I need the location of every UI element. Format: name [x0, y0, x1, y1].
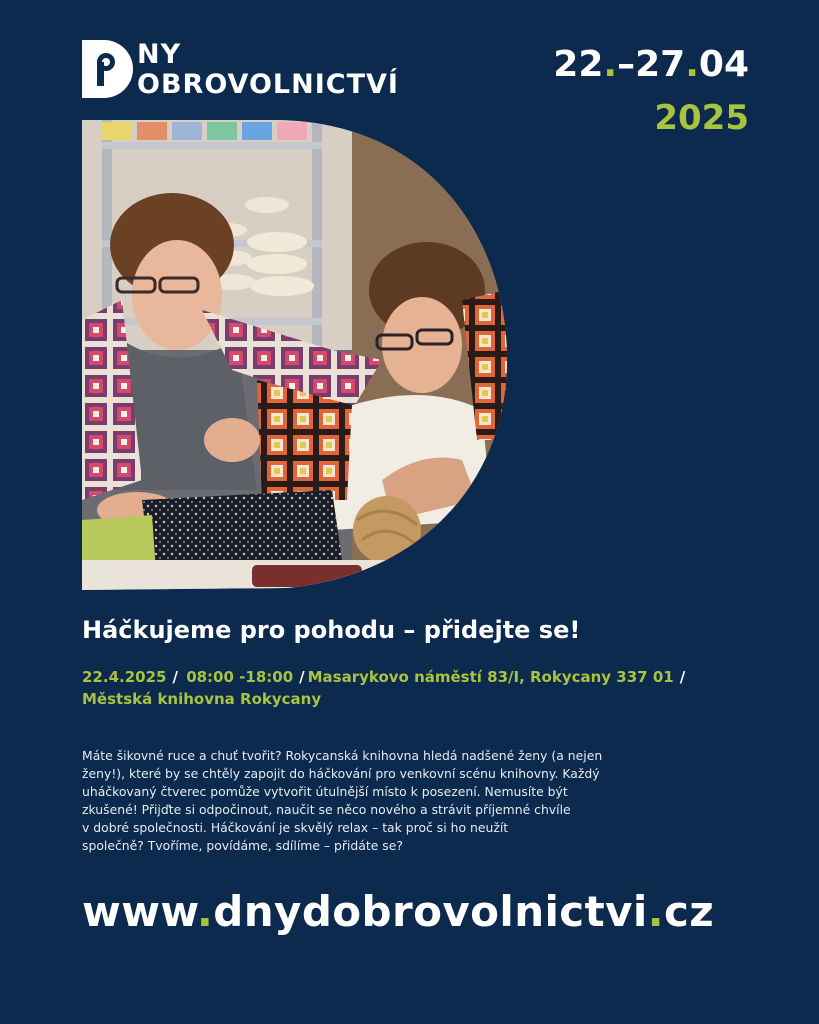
description-line: v dobré společnosti. Háčkování je skvělý relax – tak proč si ho neužít — [82, 820, 509, 835]
logo-text-obrovolnictvi: OBROVOLNICTVÍ — [137, 69, 399, 100]
meta-separator: / — [679, 668, 686, 686]
date-dot: . — [685, 44, 699, 85]
activity-venue: Městská knihovna Rokycany — [82, 690, 322, 708]
logo-d-mark-icon — [82, 40, 134, 98]
meta-separator: / — [299, 668, 305, 686]
activity-description — [82, 747, 748, 855]
url-prefix: www — [82, 887, 197, 936]
url-tld: cz — [664, 887, 715, 936]
logo-text-ny: NY — [137, 39, 182, 70]
description-line: zkušené! Přijďte si odpočinout, naučit se něco nového a strávit příjemné chvíle — [82, 802, 571, 817]
date-start-day: 22 — [553, 44, 604, 85]
activity-address: Masarykovo náměstí 83/I, Rokycany 337 01 — [307, 668, 674, 686]
activity-meta — [82, 666, 742, 710]
date-end-month: 04 — [698, 44, 749, 85]
date-end-day: 27 — [635, 44, 686, 85]
crochet-photo — [82, 120, 507, 590]
activity-date: 22.4.2025 — [82, 668, 167, 686]
description-line: ženy!), které by se chtěly zapojit do háčkování pro venkovní scénu knihovny. Každý — [82, 766, 600, 781]
website-url[interactable] — [82, 884, 714, 940]
description-line: Máte šikovné ruce a chuť tvořit? Rokycanská knihovna hledá nadšené ženy (a nejen — [82, 748, 603, 763]
description-line: uháčkovaný čtverec pomůže vytvořit útulnější místo k posezení. Nemusíte být — [82, 784, 568, 799]
description-line: společně? Tvoříme, povídáme, sdílíme – přidáte se? — [82, 838, 403, 853]
event-dates — [553, 44, 749, 86]
event-year: 2025 — [654, 98, 749, 138]
url-domain: dnydobrovolnictvi — [213, 887, 648, 936]
date-dot: . — [603, 44, 618, 85]
activity-title: Háčkujeme pro pohodu – přidejte se! — [82, 616, 581, 644]
url-dot: . — [196, 887, 214, 936]
url-dot: . — [647, 887, 665, 936]
event-logo — [82, 40, 432, 100]
activity-time: 08:00 -18:00 — [186, 668, 294, 686]
date-dash: – — [617, 44, 636, 85]
meta-separator: / — [172, 668, 178, 686]
